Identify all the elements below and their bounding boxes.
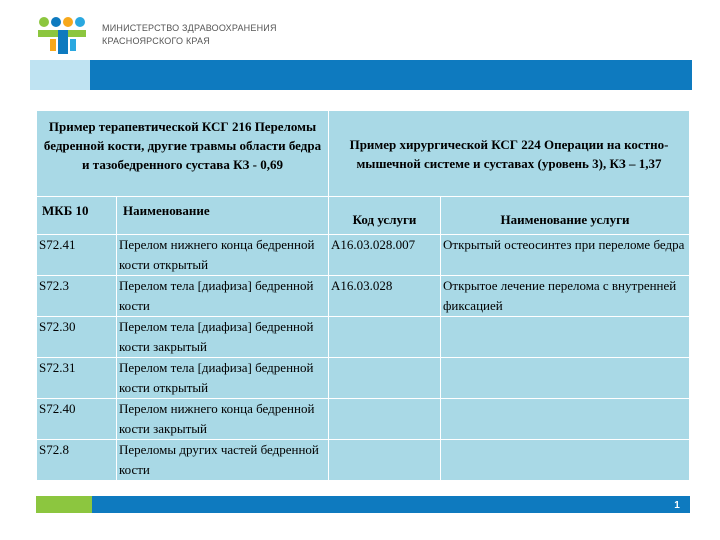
therapeutic-ksg-title: Пример терапевтической КСГ 216 Переломы бедренной кости, другие травмы области бедра и тазобедренного сустава КЗ - 0,69 [37, 111, 329, 197]
table-row [37, 358, 690, 399]
header-bar [90, 60, 692, 90]
table-row [37, 399, 690, 440]
table-row [37, 440, 690, 481]
service-name: Открытый остеосинтез при переломе бедра [441, 235, 690, 276]
service-code [329, 317, 441, 358]
mkb-code: S72.30 [37, 317, 117, 358]
service-code: A16.03.028.007 [329, 235, 441, 276]
page-number: 1 [674, 500, 680, 511]
service-name [441, 440, 690, 481]
service-code [329, 440, 441, 481]
service-name [441, 358, 690, 399]
table-row [37, 276, 690, 317]
col-header-code: Код услуги [329, 197, 441, 235]
table-row [37, 235, 690, 276]
service-name: Открытое лечение перелома с внутренней фиксацией [441, 276, 690, 317]
ministry-name-line2: КРАСНОЯРСКОГО КРАЯ [102, 36, 210, 46]
mkb-code: S72.31 [37, 358, 117, 399]
footer-bar [92, 496, 690, 513]
footer-bar-accent [36, 496, 92, 513]
service-name [441, 317, 690, 358]
ministry-name [102, 22, 277, 48]
col-header-service: Наименование услуги [441, 197, 690, 235]
service-code: A16.03.028 [329, 276, 441, 317]
ministry-logo-icon [34, 15, 90, 55]
surgical-ksg-title: Пример хирургической КСГ 224 Операции на костно-мышечной системе и суставах (уровень 3), КЗ – 1,37 [329, 111, 690, 197]
diagnosis-name: Перелом тела [диафиза] бедренной кости открытый [117, 358, 329, 399]
mkb-code: S72.41 [37, 235, 117, 276]
diagnosis-name: Перелом тела [диафиза] бедренной кости [117, 276, 329, 317]
diagnosis-name: Перелом тела [диафиза] бедренной кости закрытый [117, 317, 329, 358]
ministry-name-line1: МИНИСТЕРСТВО ЗДРАВООХРАНЕНИЯ [102, 23, 277, 33]
header-bar-accent [30, 60, 90, 90]
mkb-code: S72.3 [37, 276, 117, 317]
service-code [329, 399, 441, 440]
mkb-code: S72.40 [37, 399, 117, 440]
col-header-mkb: МКБ 10 [37, 197, 117, 235]
service-code [329, 358, 441, 399]
table-row [37, 317, 690, 358]
col-header-name: Наименование [117, 197, 329, 235]
diagnosis-name: Переломы других частей бедренной кости [117, 440, 329, 481]
diagnosis-name: Перелом нижнего конца бедренной кости открытый [117, 235, 329, 276]
service-name [441, 399, 690, 440]
diagnosis-name: Перелом нижнего конца бедренной кости закрытый [117, 399, 329, 440]
ksg-comparison-table [36, 110, 690, 481]
mkb-code: S72.8 [37, 440, 117, 481]
